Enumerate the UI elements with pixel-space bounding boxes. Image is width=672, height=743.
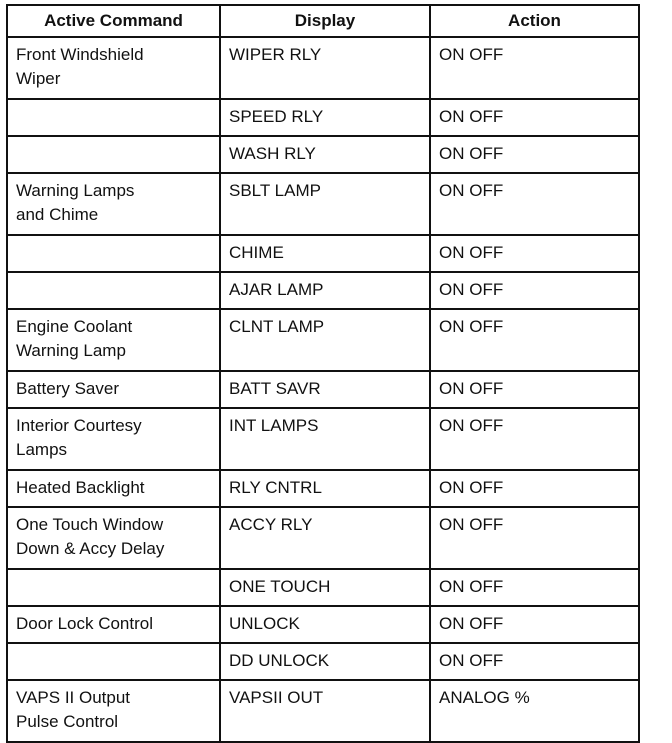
active-command-table (6, 4, 640, 743)
action-cell: ON OFF (430, 136, 639, 173)
command-cell: Engine Coolant Warning Lamp (7, 309, 220, 371)
table-row (7, 173, 639, 235)
table-row (7, 680, 639, 742)
display-cell: DD UNLOCK (220, 643, 430, 680)
action-cell: ON OFF (430, 37, 639, 99)
command-cell (7, 99, 220, 136)
action-cell: ON OFF (430, 99, 639, 136)
display-cell: AJAR LAMP (220, 272, 430, 309)
action-cell: ON OFF (430, 643, 639, 680)
header-active-command: Active Command (7, 5, 220, 37)
command-cell: Warning Lamps and Chime (7, 173, 220, 235)
command-cell (7, 235, 220, 272)
command-cell: VAPS II Output Pulse Control (7, 680, 220, 742)
display-cell: WIPER RLY (220, 37, 430, 99)
display-cell: SBLT LAMP (220, 173, 430, 235)
table-row (7, 272, 639, 309)
table-row (7, 606, 639, 643)
table-row (7, 643, 639, 680)
action-cell: ANALOG % (430, 680, 639, 742)
display-cell: CLNT LAMP (220, 309, 430, 371)
display-cell: UNLOCK (220, 606, 430, 643)
display-cell: ACCY RLY (220, 507, 430, 569)
command-cell: Door Lock Control (7, 606, 220, 643)
table-row (7, 235, 639, 272)
table-row (7, 309, 639, 371)
action-cell: ON OFF (430, 606, 639, 643)
command-cell: Front Windshield Wiper (7, 37, 220, 99)
table-row (7, 470, 639, 507)
command-cell: Battery Saver (7, 371, 220, 408)
display-cell: INT LAMPS (220, 408, 430, 470)
command-cell (7, 643, 220, 680)
action-cell: ON OFF (430, 309, 639, 371)
action-cell: ON OFF (430, 507, 639, 569)
action-cell: ON OFF (430, 371, 639, 408)
command-cell: Interior Courtesy Lamps (7, 408, 220, 470)
table-row (7, 37, 639, 99)
action-cell: ON OFF (430, 272, 639, 309)
table-row (7, 507, 639, 569)
action-cell: ON OFF (430, 569, 639, 606)
table-row (7, 371, 639, 408)
command-cell: Heated Backlight (7, 470, 220, 507)
display-cell: WASH RLY (220, 136, 430, 173)
command-cell: One Touch Window Down & Accy Delay (7, 507, 220, 569)
display-cell: CHIME (220, 235, 430, 272)
command-cell (7, 569, 220, 606)
table-row (7, 408, 639, 470)
header-row (7, 5, 639, 37)
table-row (7, 99, 639, 136)
action-cell: ON OFF (430, 408, 639, 470)
display-cell: ONE TOUCH (220, 569, 430, 606)
header-action: Action (430, 5, 639, 37)
display-cell: RLY CNTRL (220, 470, 430, 507)
table-row (7, 569, 639, 606)
display-cell: SPEED RLY (220, 99, 430, 136)
action-cell: ON OFF (430, 470, 639, 507)
command-cell (7, 272, 220, 309)
command-cell (7, 136, 220, 173)
action-cell: ON OFF (430, 173, 639, 235)
display-cell: VAPSII OUT (220, 680, 430, 742)
action-cell: ON OFF (430, 235, 639, 272)
header-display: Display (220, 5, 430, 37)
display-cell: BATT SAVR (220, 371, 430, 408)
table-row (7, 136, 639, 173)
